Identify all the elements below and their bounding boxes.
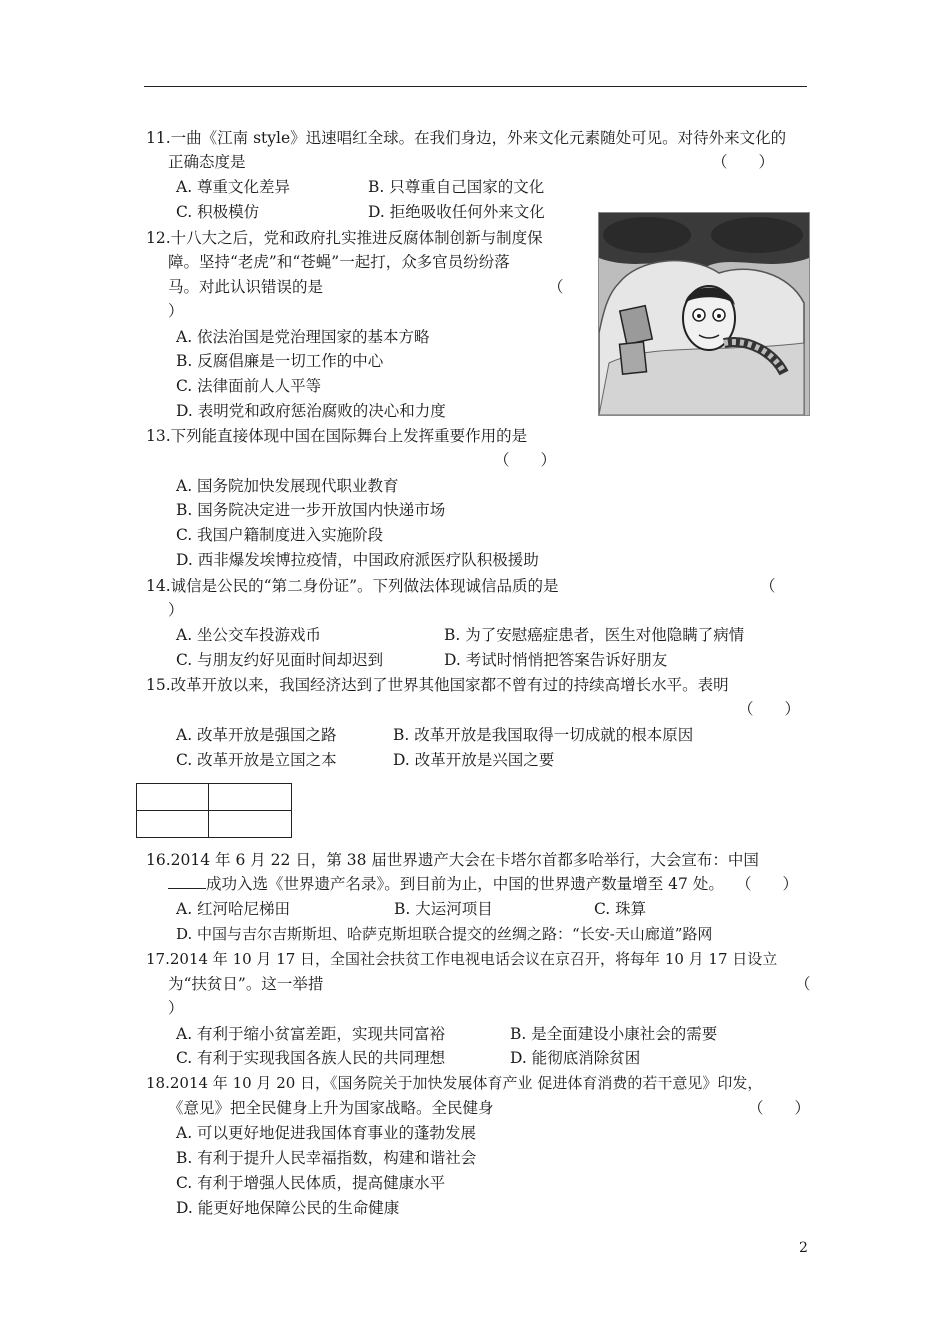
q14-option-d: D. 考试时悄悄把答案告诉好朋友 bbox=[444, 651, 668, 669]
q16-option-d: D. 中国与吉尔吉斯斯坦、哈萨克斯坦联合提交的丝绸之路：“长安-天山廊道”路网 bbox=[176, 925, 713, 943]
q13-stem-line1: 13.下列能直接体现中国在国际舞台上发挥重要作用的是 bbox=[146, 427, 528, 445]
q13-option-b: B. 国务院决定进一步开放国内快递市场 bbox=[176, 501, 446, 519]
q15-option-a: A. 改革开放是强国之路 bbox=[176, 726, 337, 744]
q16-option-c: C. 珠算 bbox=[594, 900, 647, 918]
q12-option-c: C. 法律面前人人平等 bbox=[176, 377, 322, 395]
q13-option-a: A. 国务院加快发展现代职业教育 bbox=[176, 477, 399, 495]
q15-stem-line1: 15.改革开放以来，我国经济达到了世界其他国家都不曾有过的持续高增长水平。表明 bbox=[146, 676, 729, 694]
q16-answer-bracket: （ ） bbox=[736, 875, 799, 893]
q17-option-b: B. 是全面建设小康社会的需要 bbox=[510, 1025, 718, 1043]
q16-stem-line2: 成功入选《世界遗产名录》。到目前为止，中国的世界遗产数量增至 47 处。 bbox=[206, 875, 724, 893]
q15-option-d: D. 改革开放是兴国之要 bbox=[393, 751, 555, 769]
q11-option-a: A. 尊重文化差异 bbox=[176, 178, 291, 196]
q12-stem-line3: 马。对此认识错误的是 bbox=[168, 278, 324, 296]
q12-option-d: D. 表明党和政府惩治腐败的决心和力度 bbox=[176, 402, 446, 420]
q11-answer-bracket: （ ） bbox=[712, 153, 775, 171]
q14-bracket-open: （ bbox=[760, 577, 776, 595]
grader-cell[interactable] bbox=[209, 811, 292, 838]
q14-option-b: B. 为了安慰癌症患者，医生对他隐瞒了病情 bbox=[444, 626, 745, 644]
q14-bracket-close: ） bbox=[168, 601, 184, 619]
q12-bracket-close: ） bbox=[168, 302, 184, 320]
grader-label bbox=[209, 784, 292, 811]
q13-option-c: C. 我国户籍制度进入实施阶段 bbox=[176, 526, 384, 544]
score-cell[interactable] bbox=[137, 811, 209, 838]
q18-option-a: A. 可以更好地促进我国体育事业的蓬勃发展 bbox=[176, 1124, 477, 1142]
q11-option-d: D. 拒绝吸收任何外来文化 bbox=[368, 203, 545, 221]
header-rule bbox=[144, 86, 807, 87]
q14-option-c: C. 与朋友约好见面时间却迟到 bbox=[176, 651, 384, 669]
q17-stem-line2: 为“扶贫日”。这一举措 bbox=[168, 975, 324, 993]
score-table bbox=[136, 783, 292, 838]
q12-stem-line2: 障。坚持“老虎”和“苍蝇”一起打，众多官员纷纷落 bbox=[168, 253, 510, 271]
q18-answer-bracket: （ ） bbox=[748, 1099, 811, 1117]
q17-option-c: C. 有利于实现我国各族人民的共同理想 bbox=[176, 1049, 446, 1067]
q17-option-d: D. 能彻底消除贫困 bbox=[510, 1049, 641, 1067]
page-number: 2 bbox=[799, 1240, 808, 1256]
q18-stem-line1: 18.2014 年 10 月 20 日，《国务院关于加快发展体育产业 促进体育消费的若干意见》印发， bbox=[146, 1074, 763, 1092]
q16-fill-blank[interactable] bbox=[168, 874, 206, 889]
cartoon-illustration bbox=[599, 213, 809, 415]
q15-answer-bracket: （ ） bbox=[738, 700, 801, 718]
q12-stem-line1: 12.十八大之后，党和政府扎实推进反腐体制创新与制度保 bbox=[146, 229, 543, 247]
q16-stem-line1: 16.2014 年 6 月 22 日，第 38 届世界遗产大会在卡塔尔首都多哈举行，大会宣布：中国 bbox=[146, 851, 759, 869]
score-label bbox=[137, 784, 209, 811]
q18-stem-line2: 《意见》把全民健身上升为国家战略。全民健身 bbox=[168, 1099, 494, 1117]
q15-option-b: B. 改革开放是我国取得一切成就的根本原因 bbox=[393, 726, 694, 744]
cartoon-image bbox=[598, 212, 810, 416]
q18-option-c: C. 有利于增强人民体质，提高健康水平 bbox=[176, 1174, 446, 1192]
q11-option-b: B. 只尊重自己国家的文化 bbox=[368, 178, 545, 196]
q13-answer-bracket: （ ） bbox=[494, 451, 557, 469]
q15-option-c: C. 改革开放是立国之本 bbox=[176, 751, 337, 769]
q16-option-a: A. 红河哈尼梯田 bbox=[176, 900, 291, 918]
q14-option-a: A. 坐公交车投游戏币 bbox=[176, 626, 322, 644]
q11-stem-line2: 正确态度是 bbox=[168, 153, 246, 171]
q18-option-b: B. 有利于提升人民幸福指数，构建和谐社会 bbox=[176, 1149, 477, 1167]
q17-bracket-close: ） bbox=[168, 999, 184, 1017]
q12-option-a: A. 依法治国是党治理国家的基本方略 bbox=[176, 328, 430, 346]
q13-option-d: D. 西非爆发埃博拉疫情，中国政府派医疗队积极援助 bbox=[176, 551, 539, 569]
q18-option-d: D. 能更好地保障公民的生命健康 bbox=[176, 1199, 400, 1217]
q16-option-b: B. 大运河项目 bbox=[394, 900, 493, 918]
q17-stem-line1: 17.2014 年 10 月 17 日，全国社会扶贫工作电视电话会议在京召开，将每年 10 月 17 日设立 bbox=[146, 950, 778, 968]
q17-option-a: A. 有利于缩小贫富差距，实现共同富裕 bbox=[176, 1025, 446, 1043]
q14-stem-line1: 14.诚信是公民的“第二身份证”。下列做法体现诚信品质的是 bbox=[146, 577, 559, 595]
q11-stem-line1: 11.一曲《江南 style》迅速唱红全球。在我们身边，外来文化元素随处可见。对待外来文化的 bbox=[146, 129, 787, 147]
q12-bracket-open: （ bbox=[548, 278, 564, 296]
q17-bracket-open: （ bbox=[795, 975, 811, 993]
q11-option-c: C. 积极模仿 bbox=[176, 203, 260, 221]
q16-stem-line2-wrapper bbox=[168, 874, 724, 894]
q12-option-b: B. 反腐倡廉是一切工作的中心 bbox=[176, 352, 384, 370]
